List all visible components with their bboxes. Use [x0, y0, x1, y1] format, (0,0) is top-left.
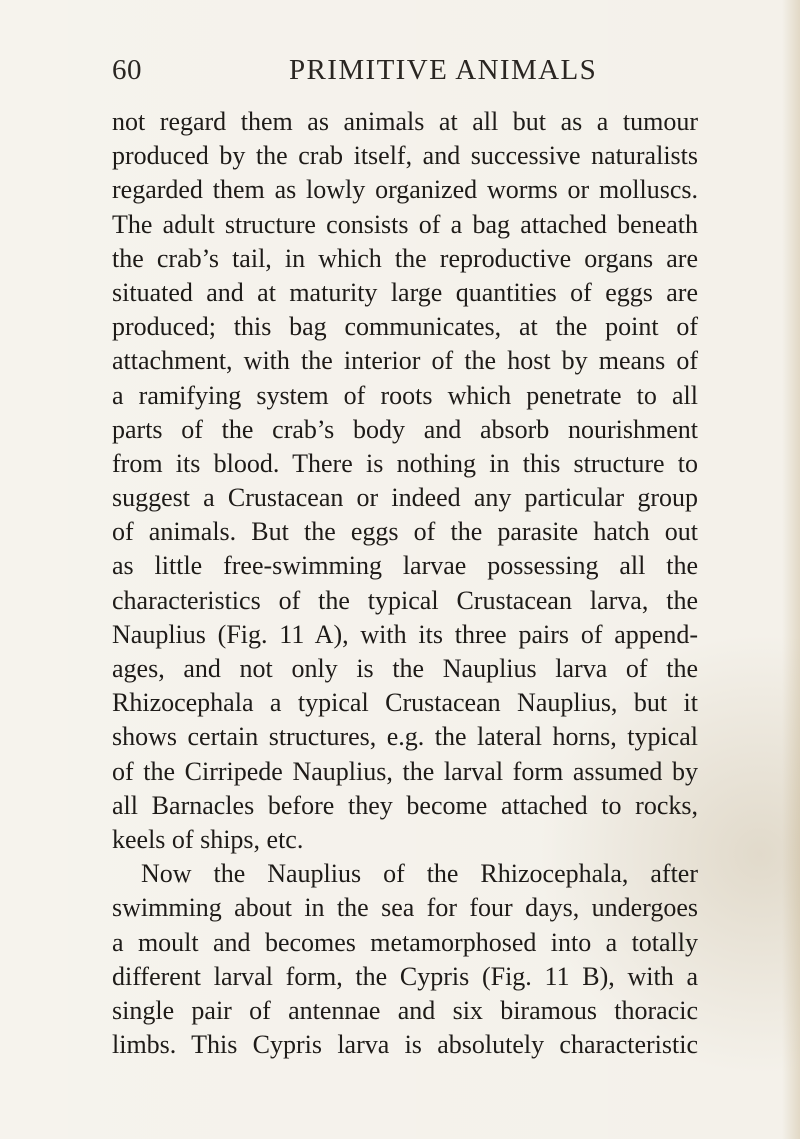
page-number: 60 [112, 54, 142, 86]
text-line: of animals. But the eggs of the parasite hatch out [112, 517, 698, 547]
text-line: Rhizocephala a typical Crustacean Nauplius, but it [112, 688, 698, 718]
text-line: produced by the crab itself, and successive naturalists [112, 141, 698, 171]
text-line: from its blood. There is nothing in this structure to [112, 448, 698, 478]
text-line: a moult and becomes metamorphosed into a totally [112, 927, 698, 957]
text-line: Now the Nauplius of the Rhizocephala, after [141, 859, 698, 889]
text-line: single pair of antennae and six biramous thoracic [112, 995, 698, 1025]
text-line: parts of the crab’s body and absorb nourishment [112, 414, 698, 444]
text-line: characteristics of the typical Crustacean larva, the [112, 585, 698, 615]
text-line: shows certain structures, e.g. the lateral horns, typical [112, 722, 698, 752]
text-line: Nauplius (Fig. 11 A), with its three pairs of append- [112, 619, 698, 649]
text-line: the crab’s tail, in which the reproductive organs are [112, 243, 698, 273]
text-line: a ramifying system of roots which penetrate to all [112, 380, 698, 410]
text-line: limbs. This Cypris larva is absolutely characteristic [112, 1030, 698, 1060]
text-line: swimming about in the sea for four days, undergoes [112, 893, 698, 923]
page-header [112, 54, 693, 90]
text-line: attachment, with the interior of the host by means of [112, 346, 698, 376]
text-line: produced; this bag communicates, at the point of [112, 312, 698, 342]
text-line: keels of ships, etc. [112, 824, 304, 854]
text-line: not regard them as animals at all but as a tumour [112, 107, 698, 136]
body-text [112, 105, 698, 1062]
running-head: PRIMITIVE ANIMALS [289, 54, 598, 86]
text-line: of the Cirripede Nauplius, the larval form assumed by [112, 756, 698, 786]
text-line: suggest a Crustacean or indeed any particular group [112, 483, 698, 513]
page-edge-shadow [782, 0, 800, 1139]
text-line: The adult structure consists of a bag attached beneath [112, 209, 698, 239]
text-line: as little free-swimming larvae possessing all the [112, 551, 698, 581]
text-line: regarded them as lowly organized worms or molluscs. [112, 175, 698, 205]
text-line: ages, and not only is the Nauplius larva of the [112, 654, 698, 683]
text-line: all Barnacles before they become attached to rocks, [112, 790, 698, 820]
text-line: different larval form, the Cypris (Fig. 11 B), with a [112, 961, 698, 991]
text-line: situated and at maturity large quantities of eggs are [112, 277, 698, 307]
